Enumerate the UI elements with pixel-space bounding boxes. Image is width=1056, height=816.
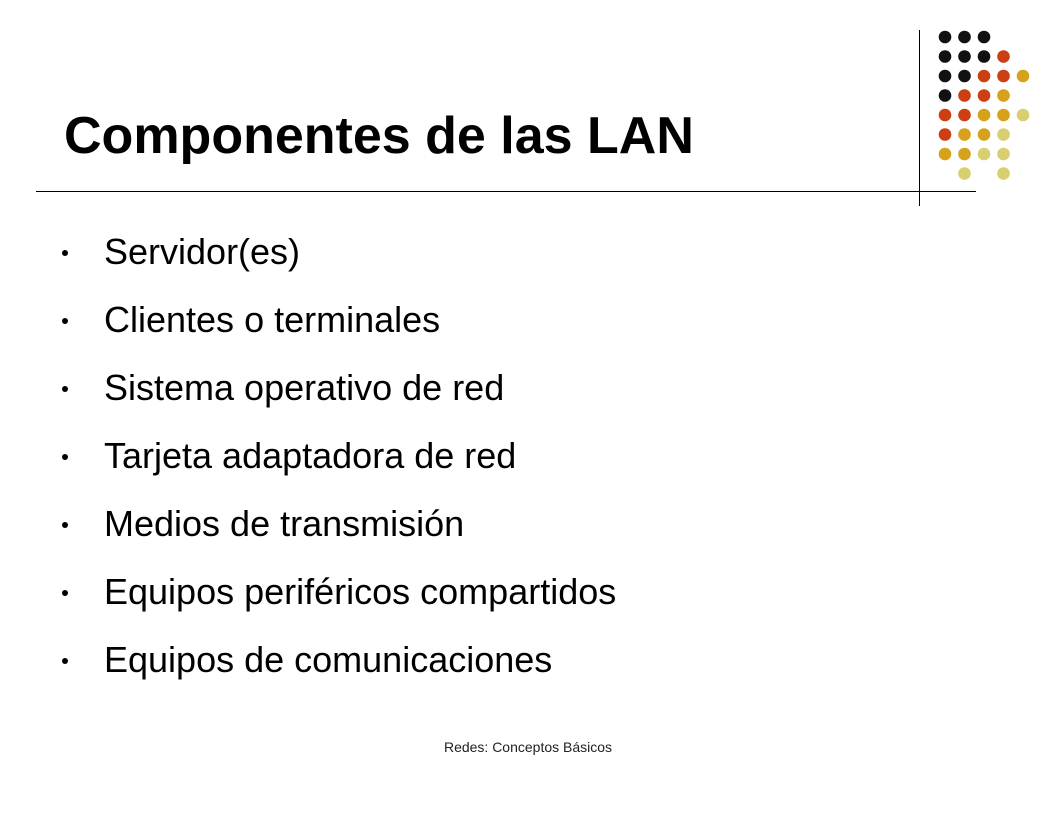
decorative-dot <box>939 109 952 122</box>
decorative-dot <box>1017 109 1030 122</box>
decorative-dot <box>939 148 952 161</box>
bullet-item <box>60 286 616 354</box>
decorative-dot <box>997 70 1010 83</box>
bullet-text: Medios de transmisión <box>104 503 465 544</box>
bullet-item <box>60 626 616 694</box>
decorative-dot <box>939 89 952 102</box>
title-divider-horizontal <box>36 191 976 192</box>
bullet-item <box>60 218 616 286</box>
decorative-dot <box>997 167 1010 180</box>
decorative-dot <box>939 128 952 141</box>
bullet-text: Tarjeta adaptadora de red <box>104 435 517 476</box>
decorative-dot <box>939 31 952 44</box>
decorative-dot <box>958 109 971 122</box>
slide-footer: Redes: Conceptos Básicos <box>443 739 613 755</box>
decorative-dot <box>997 109 1010 122</box>
bullet-text: Clientes o terminales <box>104 299 441 340</box>
decorative-dot <box>958 167 971 180</box>
bullet-icon <box>62 250 68 256</box>
bullet-text: Equipos de comunicaciones <box>104 639 553 680</box>
bullet-icon <box>62 590 68 596</box>
decorative-dot <box>958 89 971 102</box>
bullet-item <box>60 422 616 490</box>
decorative-dot <box>958 148 971 161</box>
decorative-dot <box>1017 70 1030 83</box>
bullet-item <box>60 354 616 422</box>
title-divider-vertical <box>919 30 920 206</box>
bullet-item <box>60 490 616 558</box>
decorative-dot <box>939 70 952 83</box>
bullet-text: Equipos periféricos compartidos <box>104 571 617 612</box>
bullet-icon <box>62 454 68 460</box>
decorative-dot <box>997 50 1010 63</box>
decorative-dot <box>997 89 1010 102</box>
decorative-dot <box>978 148 991 161</box>
bullet-list <box>60 218 616 694</box>
decorative-dot <box>958 128 971 141</box>
decorative-dot <box>958 31 971 44</box>
bullet-icon <box>62 318 68 324</box>
decorative-dot <box>978 109 991 122</box>
decorative-dot <box>958 70 971 83</box>
slide-title: Componentes de las LAN <box>64 107 694 165</box>
decorative-dot <box>978 50 991 63</box>
decorative-dot <box>978 31 991 44</box>
bullet-text: Servidor(es) <box>104 231 301 272</box>
decorative-dot <box>939 50 952 63</box>
decorative-dot <box>978 70 991 83</box>
decorative-dot <box>997 128 1010 141</box>
decorative-dot <box>978 128 991 141</box>
decorative-dot <box>958 50 971 63</box>
decorative-dot <box>978 89 991 102</box>
bullet-item <box>60 558 616 626</box>
bullet-icon <box>62 386 68 392</box>
decorative-dot <box>997 148 1010 161</box>
bullet-text: Sistema operativo de red <box>104 367 505 408</box>
bullet-icon <box>62 658 68 664</box>
bullet-icon <box>62 522 68 528</box>
